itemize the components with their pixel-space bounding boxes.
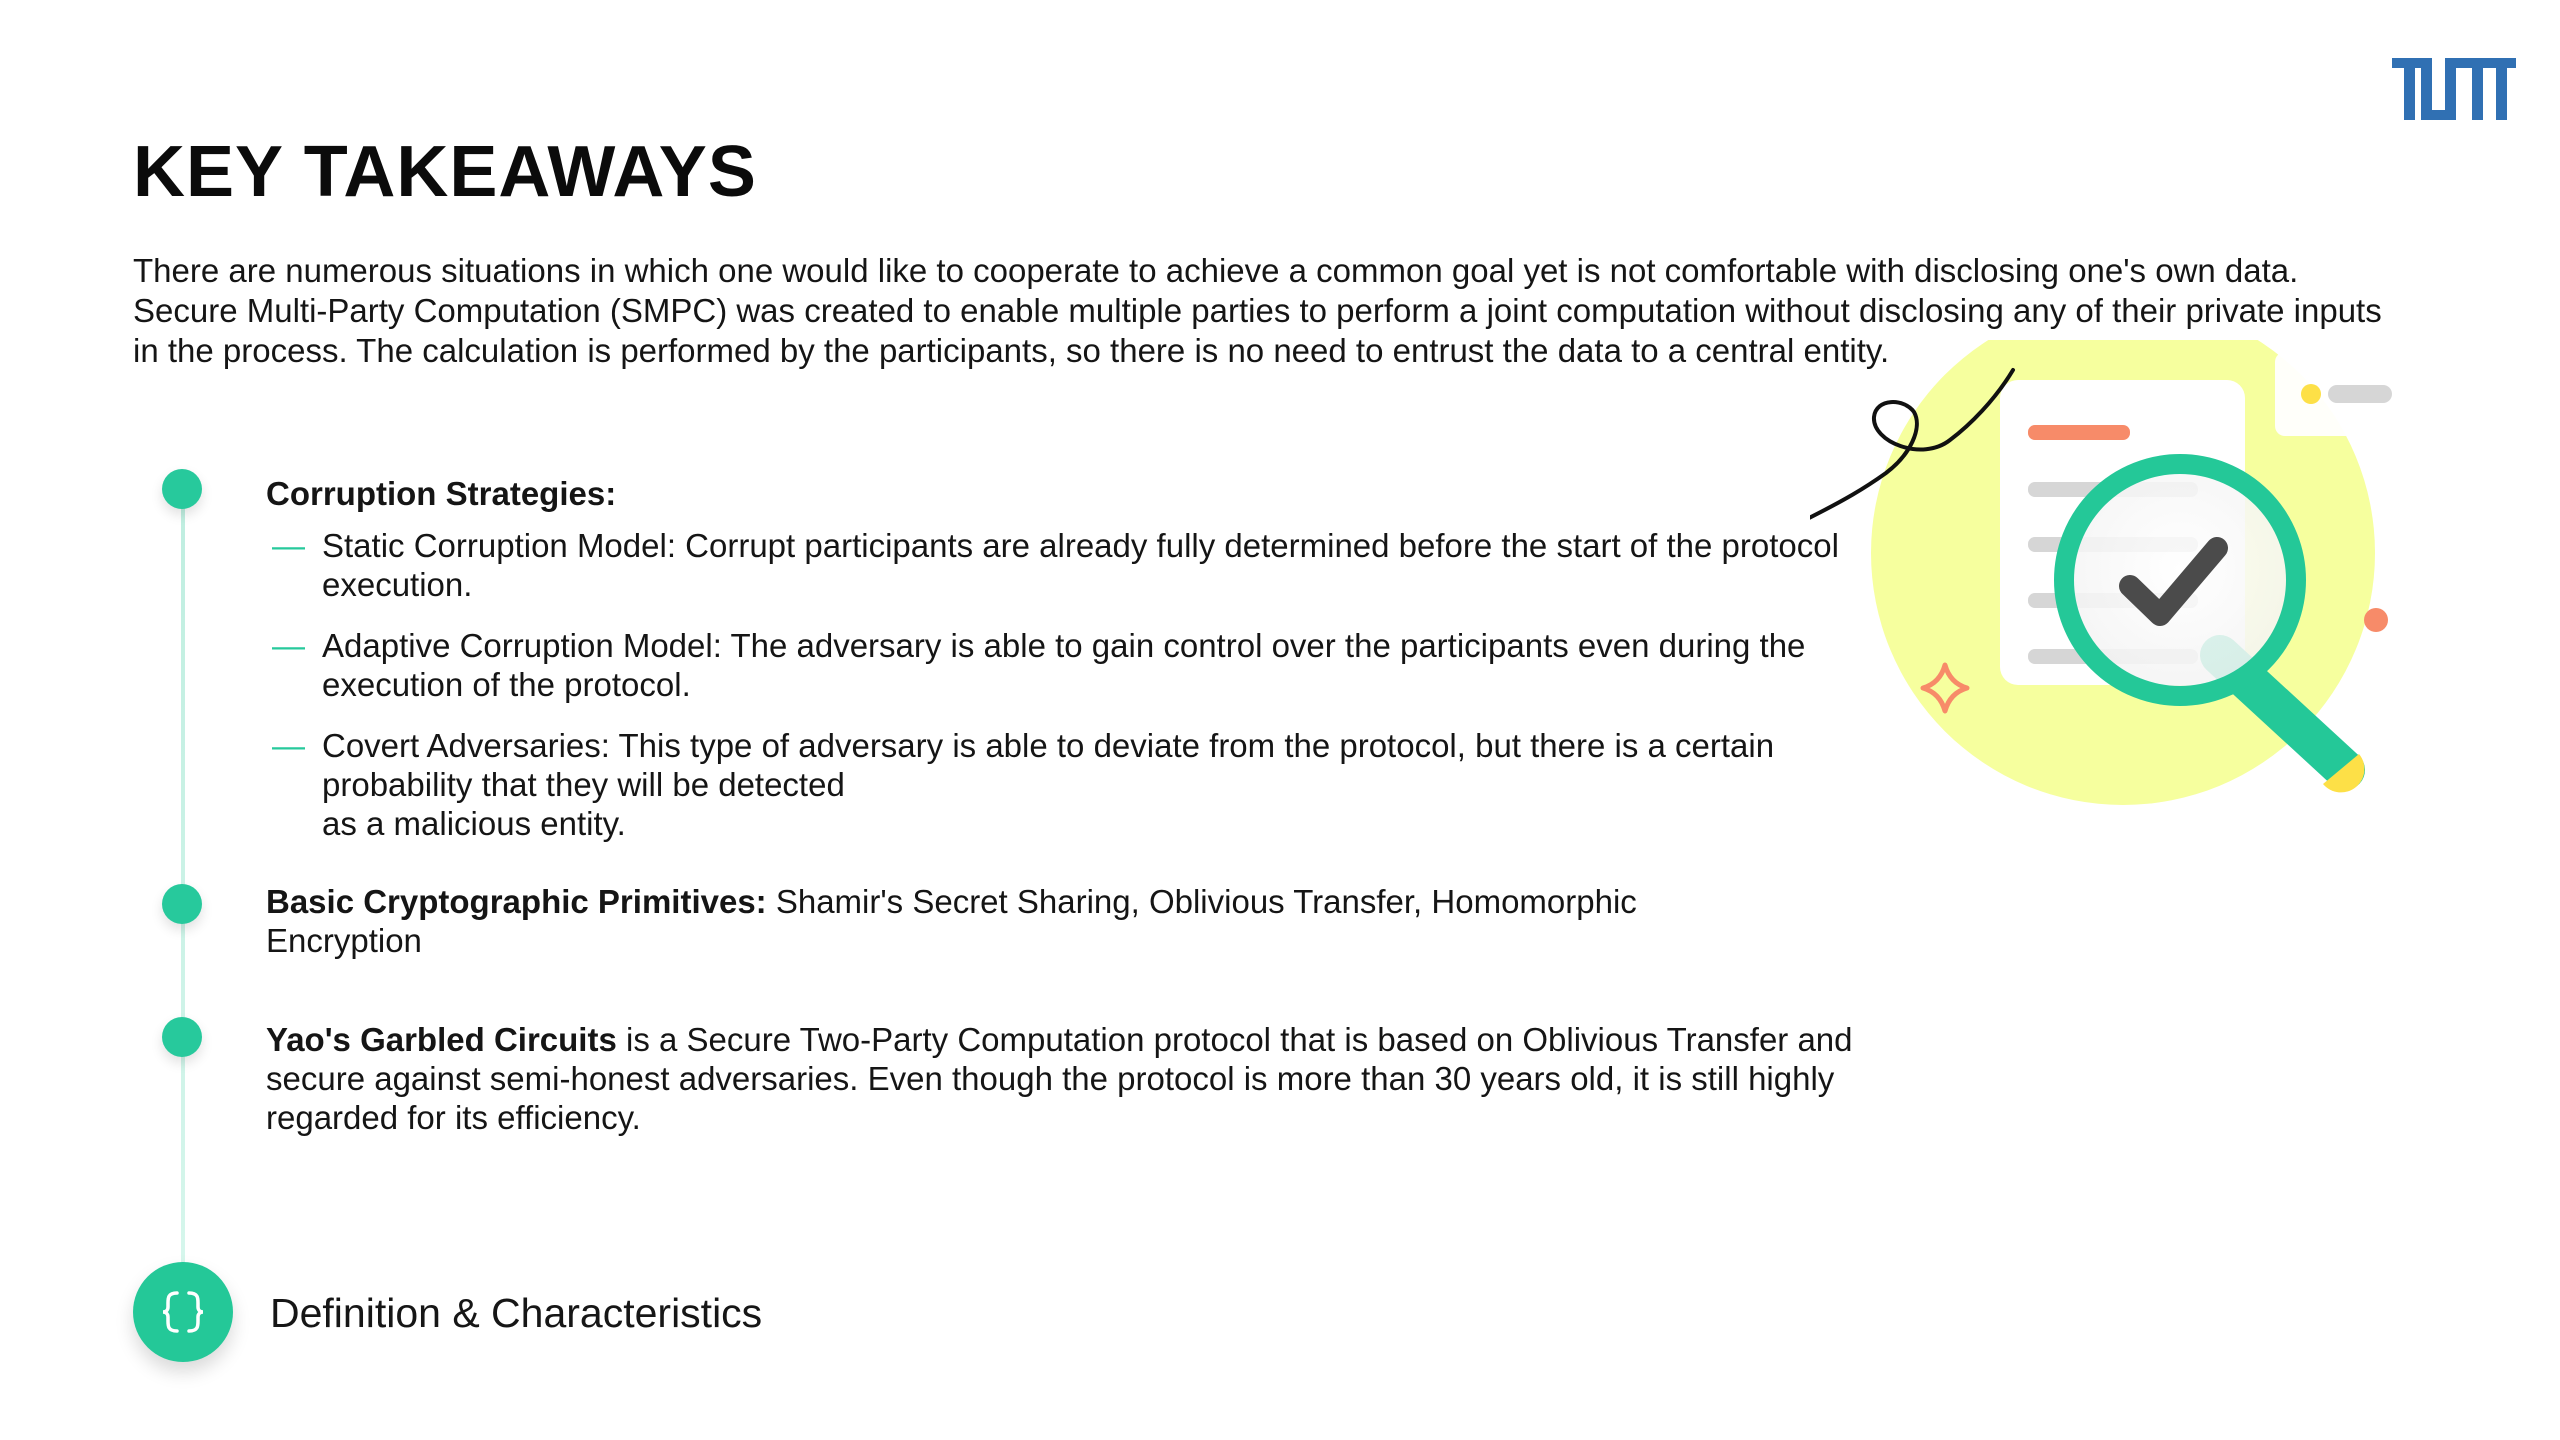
coral-dot bbox=[2364, 608, 2388, 632]
timeline-dot bbox=[162, 1017, 202, 1057]
page-title: KEY TAKEAWAYS bbox=[133, 132, 757, 212]
document-line bbox=[2028, 425, 2130, 440]
footer-label[interactable]: Definition & Characteristics bbox=[270, 1290, 763, 1336]
bullet-text-line: as a malicious entity. bbox=[322, 805, 626, 842]
intro-paragraph: There are numerous situations in which one would like to cooperate to achieve a common goal yet is not comfortable with disclosing one's own data. Secure Multi-Party Computation (SMPC) was created to enable multiple parties to perform a joint computation without disclosing any of their private inputs in the process. The calculation is performed by the participants, so there is no need to entrust the data to a central entity. bbox=[133, 252, 2382, 369]
section-crypto-primitives bbox=[266, 882, 1706, 960]
timeline-dot bbox=[162, 469, 202, 509]
bullet-text: Static Corruption Model: Corrupt participants are already fully determined before the start of the protocol execution. bbox=[322, 527, 1839, 603]
list-item bbox=[266, 726, 1906, 843]
section-title: Corruption Strategies: bbox=[266, 475, 617, 512]
tag-bar bbox=[2328, 385, 2392, 403]
list-item bbox=[266, 526, 1906, 604]
section-title: Yao's Garbled Circuits bbox=[266, 1021, 617, 1058]
tag-dot bbox=[2301, 384, 2321, 404]
bullet-text: Adaptive Corruption Model: The adversary is able to gain control over the participants even during the execution of the protocol. bbox=[322, 627, 1806, 703]
dash-marker: — bbox=[272, 627, 305, 664]
timeline-dot bbox=[162, 884, 202, 924]
definition-badge[interactable] bbox=[133, 1262, 233, 1362]
section-corruption-strategies bbox=[266, 474, 1906, 865]
section-garbled-circuits bbox=[266, 1020, 1906, 1137]
bullet-text-line: Covert Adversaries: This type of adversary is able to deviate from the protocol, but there is a certain probability that they will be detected bbox=[322, 727, 1775, 803]
magnifier-checkmark-illustration bbox=[1810, 340, 2430, 810]
section-title: Basic Cryptographic Primitives: bbox=[266, 883, 767, 920]
tum-logo bbox=[2392, 58, 2516, 124]
bullet-text bbox=[322, 726, 1862, 843]
dash-marker: — bbox=[272, 527, 305, 564]
bullet-list bbox=[266, 526, 1906, 843]
curly-braces-icon bbox=[158, 1287, 208, 1337]
section-text: is a Secure Two-Party Computation protocol that is based on Oblivious Transfer and secure against semi-honest adversaries. Even though the protocol is more than 30 years old, it is still highly regarded for its efficiency. bbox=[266, 1021, 1853, 1136]
dash-marker: — bbox=[272, 727, 305, 764]
list-item bbox=[266, 626, 1906, 704]
section-text: Shamir's Secret Sharing, Oblivious Transfer, Homomorphic Encryption bbox=[266, 883, 1637, 959]
